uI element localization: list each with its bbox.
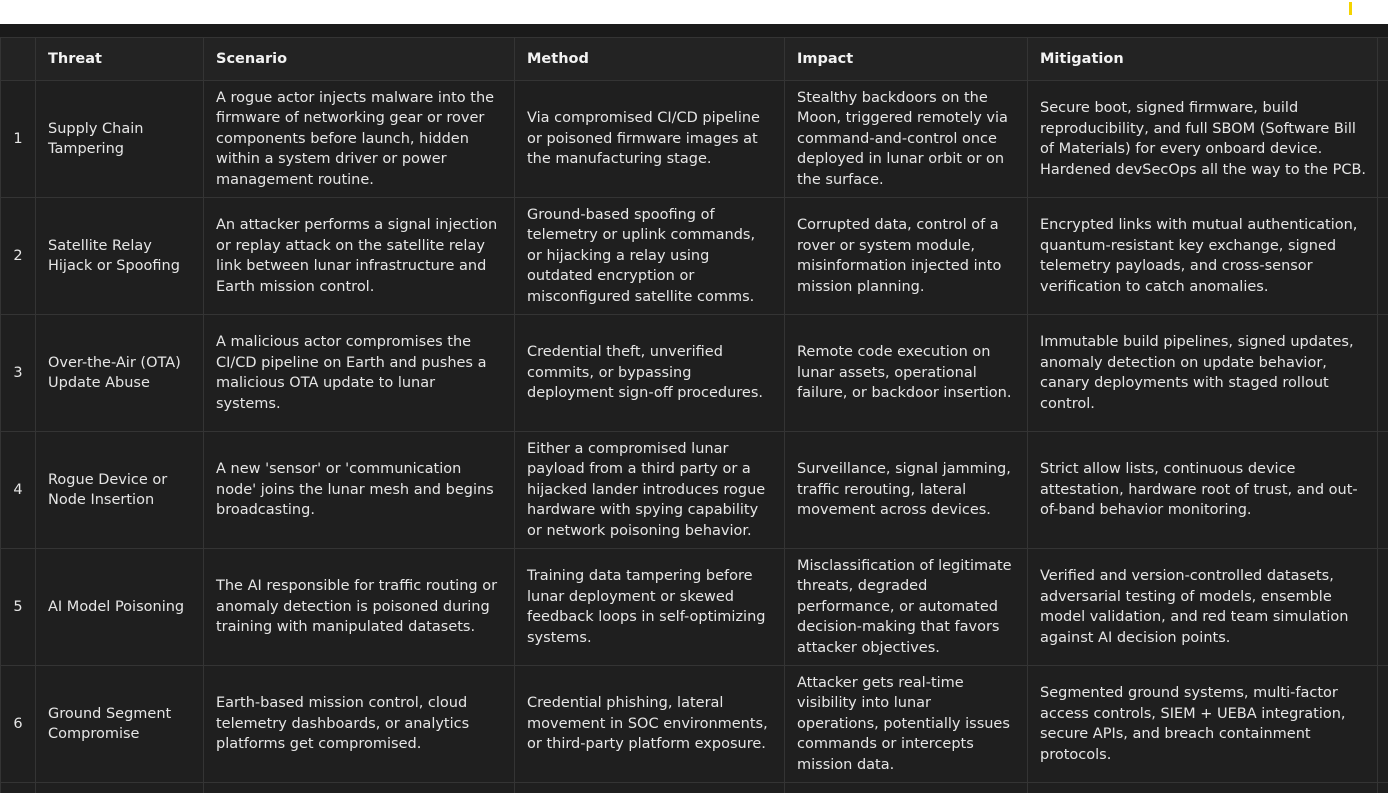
cell-threat bbox=[36, 783, 204, 793]
header-mitigation[interactable]: Mitigation bbox=[1028, 38, 1378, 81]
cell-mitigation[interactable]: Segmented ground systems, multi-factor access controls, SIEM + UEBA integration, secure APIs, and breach containment protocols. bbox=[1028, 666, 1378, 783]
cell-method[interactable]: Via compromised CI/CD pipeline or poisoned firmware images at the manufacturing stage. bbox=[515, 81, 785, 198]
cell-impact[interactable]: Remote code execution on lunar assets, operational failure, or backdoor insertion. bbox=[785, 315, 1028, 432]
row-number: 6 bbox=[1, 666, 36, 783]
table-row bbox=[1, 432, 1388, 549]
cell-pad bbox=[1378, 315, 1388, 432]
row-number: 5 bbox=[1, 549, 36, 666]
cell-threat[interactable]: Ground Segment Compromise bbox=[36, 666, 204, 783]
table-row bbox=[1, 315, 1388, 432]
row-number: 1 bbox=[1, 81, 36, 198]
cell-pad bbox=[1378, 432, 1388, 549]
header-row bbox=[1, 38, 1388, 81]
cell-impact[interactable]: Corrupted data, control of a rover or system module, misinformation injected into mission planning. bbox=[785, 198, 1028, 315]
cell-threat[interactable]: Rogue Device or Node Insertion bbox=[36, 432, 204, 549]
cell-mitigation[interactable]: Immutable build pipelines, signed updates, anomaly detection on update behavior, canary deployments with staged rollout control. bbox=[1028, 315, 1378, 432]
header-impact[interactable]: Impact bbox=[785, 38, 1028, 81]
cell-threat[interactable]: Over-the-Air (OTA) Update Abuse bbox=[36, 315, 204, 432]
cell-scenario bbox=[204, 783, 515, 793]
table-row bbox=[1, 81, 1388, 198]
header-method[interactable]: Method bbox=[515, 38, 785, 81]
cell-impact bbox=[785, 783, 1028, 793]
cell-pad bbox=[1378, 783, 1388, 793]
row-number bbox=[1, 783, 36, 793]
cell-scenario[interactable]: A malicious actor compromises the CI/CD pipeline on Earth and pushes a malicious OTA update to lunar systems. bbox=[204, 315, 515, 432]
row-number: 2 bbox=[1, 198, 36, 315]
header-scenario[interactable]: Scenario bbox=[204, 38, 515, 81]
header-pad bbox=[1378, 38, 1388, 81]
cell-method[interactable]: Ground-based spoofing of telemetry or uplink commands, or hijacking a relay using outdated encryption or misconfigured satellite comms. bbox=[515, 198, 785, 315]
cell-threat[interactable]: Satellite Relay Hijack or Spoofing bbox=[36, 198, 204, 315]
cell-threat[interactable]: Supply Chain Tampering bbox=[36, 81, 204, 198]
cell-mitigation[interactable]: Encrypted links with mutual authentication, quantum-resistant key exchange, signed telemetry payloads, and cross-sensor verification to catch anomalies. bbox=[1028, 198, 1378, 315]
cell-impact[interactable]: Stealthy backdoors on the Moon, triggered remotely via command-and-control once deployed in lunar orbit or on the surface. bbox=[785, 81, 1028, 198]
header-threat[interactable]: Threat bbox=[36, 38, 204, 81]
cell-pad bbox=[1378, 198, 1388, 315]
table-row bbox=[1, 549, 1388, 666]
cell-mitigation[interactable]: Strict allow lists, continuous device attestation, hardware root of trust, and out-of-band behavior monitoring. bbox=[1028, 432, 1378, 549]
cell-method[interactable]: Credential phishing, lateral movement in SOC environments, or third-party platform exposure. bbox=[515, 666, 785, 783]
table-row bbox=[1, 198, 1388, 315]
threat-table-container[interactable] bbox=[0, 37, 1388, 793]
row-number: 3 bbox=[1, 315, 36, 432]
cell-impact[interactable]: Misclassification of legitimate threats, degraded performance, or automated decision-making that favors attacker objectives. bbox=[785, 549, 1028, 666]
cell-mitigation[interactable]: Secure boot, signed firmware, build reproducibility, and full SBOM (Software Bill of Materials) for every onboard device. Hardened devSecOps all the way to the PCB. bbox=[1028, 81, 1378, 198]
cell-pad bbox=[1378, 549, 1388, 666]
yellow-marker bbox=[1349, 2, 1352, 15]
cell-method bbox=[515, 783, 785, 793]
cell-pad bbox=[1378, 81, 1388, 198]
cell-scenario[interactable]: A new 'sensor' or 'communication node' joins the lunar mesh and begins broadcasting. bbox=[204, 432, 515, 549]
cell-scenario[interactable]: An attacker performs a signal injection or replay attack on the satellite relay link between lunar infrastructure and Earth mission control. bbox=[204, 198, 515, 315]
cell-scenario[interactable]: The AI responsible for traffic routing or anomaly detection is poisoned during training with manipulated datasets. bbox=[204, 549, 515, 666]
cell-method[interactable]: Either a compromised lunar payload from a third party or a hijacked lander introduces rogue hardware with spying capability or network poisoning behavior. bbox=[515, 432, 785, 549]
cell-method[interactable]: Training data tampering before lunar deployment or skewed feedback loops in self-optimizing systems. bbox=[515, 549, 785, 666]
cell-threat[interactable]: AI Model Poisoning bbox=[36, 549, 204, 666]
cell-mitigation[interactable]: Verified and version-controlled datasets, adversarial testing of models, ensemble model validation, and red team simulation against AI decision points. bbox=[1028, 549, 1378, 666]
cell-impact[interactable]: Attacker gets real-time visibility into lunar operations, potentially issues commands or intercepts mission data. bbox=[785, 666, 1028, 783]
row-number: 4 bbox=[1, 432, 36, 549]
table-row bbox=[1, 666, 1388, 783]
cell-pad bbox=[1378, 666, 1388, 783]
top-bar bbox=[0, 0, 1388, 24]
cell-scenario[interactable]: A rogue actor injects malware into the firmware of networking gear or rover components before launch, hidden within a system driver or power management routine. bbox=[204, 81, 515, 198]
cell-mitigation bbox=[1028, 783, 1378, 793]
cell-impact[interactable]: Surveillance, signal jamming, traffic rerouting, lateral movement across devices. bbox=[785, 432, 1028, 549]
cell-scenario[interactable]: Earth-based mission control, cloud telemetry dashboards, or analytics platforms get compromised. bbox=[204, 666, 515, 783]
table-row-partial bbox=[1, 783, 1388, 793]
threat-table bbox=[0, 37, 1388, 793]
header-row-number bbox=[1, 38, 36, 81]
toolbar-gap bbox=[0, 24, 1388, 37]
cell-method[interactable]: Credential theft, unverified commits, or bypassing deployment sign-off procedures. bbox=[515, 315, 785, 432]
